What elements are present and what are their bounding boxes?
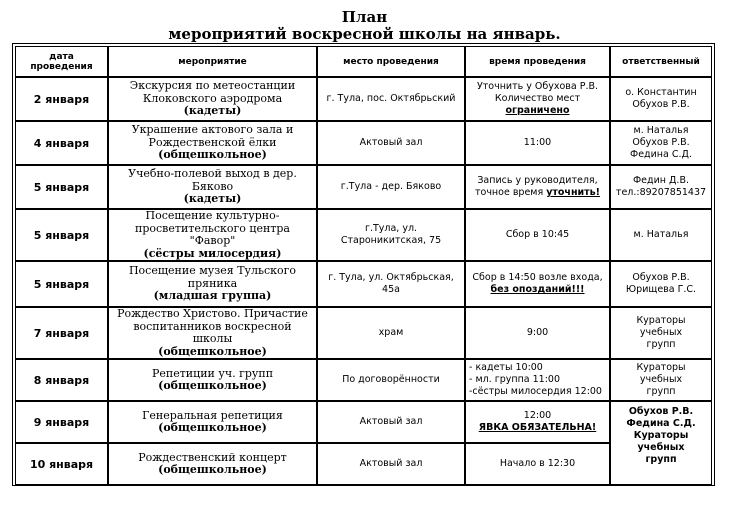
time-line: без опозданий!!!: [490, 284, 585, 295]
place-cell: Актовый зал: [317, 401, 465, 443]
event-text: Посещение музея Тульского пряника: [128, 264, 297, 290]
date-cell: 5 января: [15, 209, 108, 261]
responsible-line: групп: [645, 454, 677, 465]
event-group: (сёстры милосердия): [143, 246, 282, 260]
document-title: План: [341, 8, 388, 26]
header-row: [15, 46, 712, 77]
time-line: 12:00: [523, 410, 552, 421]
responsible-line: Обухов Р.В.: [632, 99, 690, 110]
date-cell: 9 января: [15, 401, 108, 443]
responsible-cell: [610, 261, 712, 307]
event-cell: [108, 443, 317, 485]
table-row: [15, 443, 712, 485]
time-cell: [465, 121, 610, 165]
responsible-cell: [610, 165, 712, 209]
responsible-line: групп: [646, 386, 676, 397]
time-line: уточнить!: [546, 187, 601, 198]
date-cell: 8 января: [15, 359, 108, 401]
event-text: Посещение культурно-просветительского центра "Фавор": [135, 209, 290, 247]
place-cell: храм: [317, 307, 465, 359]
place-cell: г. Тула, пос. Октябрьский: [317, 77, 465, 121]
table-row: [15, 165, 712, 209]
date-cell: 10 января: [15, 443, 108, 485]
time-cell: [465, 307, 610, 359]
responsible-line: тел.:89207851437: [615, 187, 707, 198]
header-place: место проведения: [317, 46, 465, 77]
event-text: Экскурсия по метеостанции Клоковского аэродрома: [129, 79, 296, 105]
event-cell: [108, 77, 317, 121]
event-cell: [108, 121, 317, 165]
time-line: Сбор в 14:50 возле входа,: [472, 272, 603, 283]
responsible-cell: [610, 307, 712, 359]
place-line: г. Тула, ул. Октябрьская,: [328, 272, 454, 283]
date-cell: 4 января: [15, 121, 108, 165]
responsible-line: м. Наталья: [633, 125, 689, 136]
time-line: Количество мест: [494, 93, 581, 104]
event-cell: [108, 165, 317, 209]
place-line: г.Тула, ул.: [364, 223, 418, 234]
responsible-line: групп: [646, 339, 676, 350]
responsible-cell: [610, 121, 712, 165]
time-line: -сёстры милосердия 12:00: [469, 386, 602, 397]
event-cell: [108, 307, 317, 359]
place-cell: По договорённости: [317, 359, 465, 401]
time-cell: [465, 209, 610, 261]
time-cell: [465, 77, 610, 121]
event-cell: [108, 401, 317, 443]
event-group: (кадеты): [183, 104, 242, 118]
event-cell: [108, 359, 317, 401]
responsible-line: Кураторы учебных: [633, 430, 689, 453]
header-event: мероприятие: [108, 46, 317, 77]
time-line: Уточнить у Обухова Р.В.: [476, 81, 599, 92]
time-line: 9:00: [526, 327, 549, 338]
event-cell: [108, 261, 317, 307]
time-line: ЯВКА ОБЯЗАТЕЛЬНА!: [478, 422, 597, 433]
date-cell: 5 января: [15, 165, 108, 209]
responsible-cell: [610, 209, 712, 261]
event-group: (кадеты): [183, 192, 242, 206]
date-cell: 5 января: [15, 261, 108, 307]
responsible-line: Обухов Р.В.: [632, 137, 690, 148]
event-text: Рождество Христово. Причастие воспитанников воскресной школы: [117, 307, 308, 345]
table-row: [15, 77, 712, 121]
event-group: (общешкольное): [158, 344, 267, 358]
time-line: точное время: [474, 187, 544, 198]
responsible-cell: [610, 77, 712, 121]
time-line: - мл. группа 11:00: [469, 374, 561, 385]
document-subtitle: мероприятий воскресной школы на январь.: [168, 25, 561, 43]
event-text: Рождественский концерт: [138, 450, 287, 464]
event-cell: [108, 209, 317, 261]
table-row: [15, 209, 712, 261]
time-line: Запись у руководителя,: [477, 175, 598, 186]
responsible-line: м. Наталья: [633, 229, 689, 240]
place-cell: [317, 209, 465, 261]
responsible-line: Кураторы учебных: [636, 362, 686, 385]
event-text: Украшение актового зала и Рождественской ёлки: [131, 123, 294, 149]
time-line: Начало в 12:30: [499, 458, 576, 469]
time-cell: [465, 443, 610, 485]
event-group: (общешкольное): [158, 463, 267, 476]
responsible-cell: [610, 401, 712, 485]
time-line: Сбор в 10:45: [505, 229, 570, 240]
responsible-line: Обухов Р.В.: [628, 406, 694, 417]
place-cell: [317, 261, 465, 307]
place-line: Староникитская, 75: [340, 235, 442, 246]
table-row: [15, 261, 712, 307]
time-cell: [465, 359, 610, 401]
table-row: [15, 359, 712, 401]
place-line: 45а: [382, 284, 400, 295]
responsible-line: Кураторы учебных: [636, 315, 686, 338]
time-cell: [465, 165, 610, 209]
responsible-line: Федин Д.В.: [633, 175, 689, 186]
event-text: Генеральная репетиция: [142, 408, 283, 422]
table-row: [15, 307, 712, 359]
event-group: (общешкольное): [158, 379, 267, 392]
event-group: (общешкольное): [158, 421, 267, 434]
responsible-line: Федина С.Д.: [630, 149, 692, 160]
header-time: время проведения: [465, 46, 610, 77]
table-row: [15, 121, 712, 165]
responsible-line: Юрищева Г.С.: [625, 284, 697, 295]
header-date: дата проведения: [15, 46, 108, 77]
header-responsible: ответственный: [610, 46, 712, 77]
event-group: (общешкольное): [158, 148, 267, 162]
responsible-line: Обухов Р.В.: [632, 272, 690, 283]
schedule-table: [15, 46, 712, 485]
event-group: (младшая группа): [153, 289, 272, 303]
time-line: - кадеты 10:00: [469, 362, 543, 373]
table-row: [15, 401, 712, 443]
responsible-cell: [610, 359, 712, 401]
date-cell: 7 января: [15, 307, 108, 359]
place-cell: Актовый зал: [317, 121, 465, 165]
time-cell: [465, 261, 610, 307]
date-cell: 2 января: [15, 77, 108, 121]
time-line: ограничено: [505, 105, 570, 116]
event-text: Репетиции уч. групп: [151, 366, 274, 380]
responsible-line: о. Константин: [625, 87, 697, 98]
time-cell: [465, 401, 610, 443]
place-cell: г.Тула - дер. Бяково: [317, 165, 465, 209]
event-text: Учебно-полевой выход в дер. Бяково: [128, 167, 297, 193]
time-line: 11:00: [523, 137, 552, 148]
place-cell: Актовый зал: [317, 443, 465, 485]
responsible-line: Федина С.Д.: [626, 418, 696, 429]
